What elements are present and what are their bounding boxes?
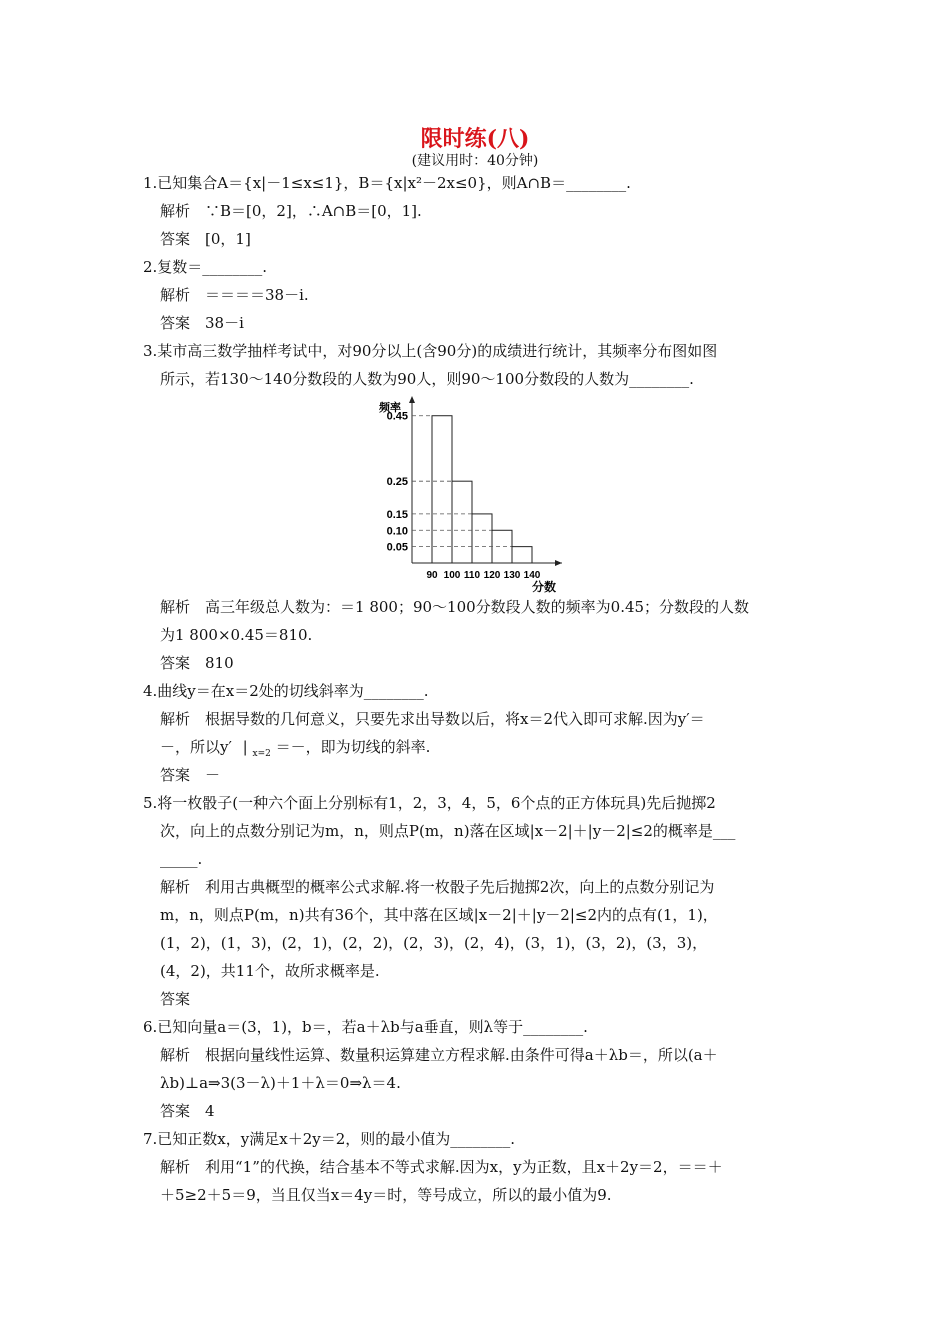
question-5-line-3: _____. <box>160 850 203 868</box>
analysis-4-line-2 <box>160 737 430 764</box>
question-3-line-2: 所示，若130～140分数段的人数为90人，则90～100分数段的人数为________. <box>160 370 694 388</box>
analysis-5-line-1: 解析 利用古典概型的概率公式求解.将一枚骰子先后抛掷2次，向上的点数分别记为 <box>160 878 715 896</box>
evaluation-subscript: x=2 <box>252 749 271 759</box>
x-tick-label-130: 130 <box>503 570 521 581</box>
y-tick-label-3: 0.10 <box>386 525 408 538</box>
x-axis-label: 分数 <box>532 580 557 593</box>
y-tick-label-4: 0.05 <box>386 541 408 554</box>
y-tick-label-2: 0.15 <box>386 508 408 521</box>
question-5-line-2: 次，向上的点数分别记为m，n，则点P(m，n)落在区域|x－2|＋|y－2|≤2的概率是___ <box>160 822 736 840</box>
x-tick-label-100: 100 <box>443 570 461 581</box>
analysis-3-line-2: 为1 800×0.45＝810. <box>160 626 313 644</box>
evaluation-bar: | <box>242 738 248 756</box>
question-7: 7.已知正数x，y满足x＋2y＝2，则的最小值为________. <box>143 1130 516 1148</box>
frequency-histogram <box>375 393 590 593</box>
question-3-line-1: 3.某市高三数学抽样考试中，对90分以上(含90分)的成绩进行统计，其频率分布图如图 <box>143 342 718 360</box>
analysis-5-line-4: (4，2)，共11个，故所求概率是. <box>160 962 380 980</box>
x-tick-label-140: 140 <box>523 570 541 581</box>
answer-1: 答案 [0，1] <box>160 230 251 248</box>
analysis-5-line-3: (1，2)，(1，3)，(2，1)，(2，2)，(2，3)，(2，4)，(3，1)，(3，2)，(3，3)， <box>160 934 708 952</box>
bar-90-100 <box>432 416 452 563</box>
bar-100-110 <box>452 481 472 563</box>
x-tick-label-110: 110 <box>463 570 481 581</box>
page-title: 限时练(八) <box>420 126 530 152</box>
bar-120-130 <box>492 530 512 563</box>
question-4: 4.曲线y＝在x＝2处的切线斜率为________. <box>143 682 429 700</box>
answer-5: 答案 <box>160 990 191 1008</box>
x-tick-label-120: 120 <box>483 570 501 581</box>
bar-130-140 <box>512 547 532 563</box>
analysis-4-line-1: 解析 根据导数的几何意义，只要先求出导数以后，将x＝2代入即可求解.因为y′＝ <box>160 710 705 728</box>
y-axis-label: 频率 <box>379 402 401 414</box>
analysis-6-line-2: λb)⊥a⇒3(3－λ)＋1＋λ＝0⇒λ＝4. <box>160 1074 401 1092</box>
analysis-5-line-2: m，n，则点P(m，n)共有36个，其中落在区域|x－2|＋|y－2|≤2内的点有(1，1)， <box>160 906 718 924</box>
y-tick-label-1: 0.25 <box>386 476 408 489</box>
bar-110-120 <box>472 514 492 563</box>
y-axis-arrow <box>409 396 415 403</box>
question-6: 6.已知向量a＝(3，1)，b＝，若a＋λb与a垂直，则λ等于________. <box>143 1018 588 1036</box>
answer-6: 答案 4 <box>160 1102 215 1120</box>
question-1: 1.已知集合A＝{x|－1≤x≤1}，B＝{x|x²－2x≤0}，则A∩B＝________. <box>143 174 631 192</box>
answer-3: 答案 810 <box>160 654 234 672</box>
analysis-7-line-1: 解析 利用“1”的代换，结合基本不等式求解.因为x，y为正数，且x＋2y＝2，＝＝＋ <box>160 1158 723 1176</box>
analysis-4-part-a: －，所以y′ <box>160 738 232 756</box>
analysis-4-part-b: ＝－，即为切线的斜率. <box>275 738 431 756</box>
analysis-6-line-1: 解析 根据向量线性运算、数量积运算建立方程求解.由条件可得a＋λb＝，所以(a＋ <box>160 1046 718 1064</box>
analysis-7-line-2: ＋5≥2＋5＝9，当且仅当x＝4y＝时，等号成立，所以的最小值为9. <box>160 1186 612 1204</box>
analysis-3-line-1: 解析 高三年级总人数为：＝1 800；90～100分数段人数的频率为0.45；分数段的人数 <box>160 598 750 616</box>
page-subtitle: (建议用时：40分钟) <box>411 153 539 169</box>
analysis-1: 解析 ∵B＝[0，2]，∴A∩B＝[0，1]. <box>160 202 422 220</box>
answer-4: 答案 － <box>160 766 221 784</box>
x-axis-arrow <box>555 560 562 566</box>
x-tick-label-90: 90 <box>426 570 438 581</box>
question-2: 2.复数＝________. <box>143 258 268 276</box>
y-tick-label-0: 0.45 <box>386 410 408 423</box>
question-5-line-1: 5.将一枚骰子(一种六个面上分别标有1，2，3，4，5，6个点的正方体玩具)先后抛掷2 <box>143 794 716 812</box>
answer-2: 答案 38－i <box>160 314 244 332</box>
analysis-2: 解析 ＝＝＝＝38－i. <box>160 286 309 304</box>
